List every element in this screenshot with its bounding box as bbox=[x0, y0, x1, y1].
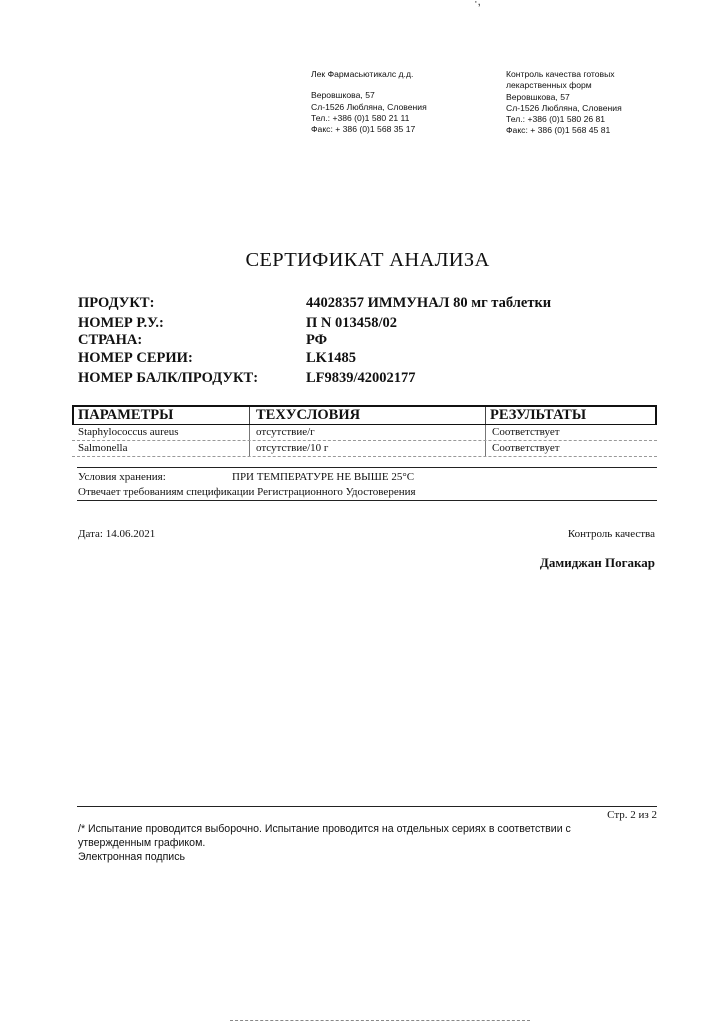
cell-result: Соответствует bbox=[492, 442, 560, 454]
field-value-batch: LK1485 bbox=[306, 350, 356, 366]
field-value-product: 44028357 ИММУНАЛ 80 мг таблетки bbox=[306, 295, 552, 311]
table-header bbox=[72, 405, 657, 425]
storage-divider-top bbox=[77, 467, 657, 468]
results-table bbox=[72, 405, 657, 457]
cell-result: Соответствует bbox=[492, 426, 560, 438]
footnote-line1: /* Испытание проводится выборочно. Испытание проводится на отдельных сериях в соответствии с bbox=[78, 823, 571, 835]
field-label-product: ПРОДУКТ: bbox=[78, 295, 155, 311]
cell-specification: отсутствие/10 г bbox=[256, 442, 329, 454]
qc-address bbox=[506, 69, 622, 137]
scan-edge-artifact bbox=[230, 1020, 530, 1022]
sender-address bbox=[311, 69, 427, 135]
table-row bbox=[72, 425, 657, 441]
field-label-batch: НОМЕР СЕРИИ: bbox=[78, 350, 193, 366]
field-value-country: РФ bbox=[306, 332, 328, 348]
field-label-country: СТРАНА: bbox=[78, 332, 143, 348]
qc-label: Контроль качества bbox=[567, 528, 655, 540]
sender-company: Лек Фармасьютикалс д.д. bbox=[311, 69, 414, 79]
qc-fax: Факс: + 386 (0)1 568 45 81 bbox=[506, 125, 611, 136]
footnote bbox=[78, 822, 658, 864]
sender-street: Веровшкова, 57 bbox=[311, 90, 375, 101]
sender-city: Сл-1526 Любляна, Словения bbox=[311, 101, 427, 112]
footnote-line2: утвержденным графиком. bbox=[78, 837, 206, 849]
document-date: Дата: 14.06.2021 bbox=[78, 528, 156, 540]
document-title: СЕРТИФИКАТ АНАЛИЗА bbox=[245, 249, 490, 271]
qc-street: Веровшкова, 57 bbox=[506, 91, 570, 102]
qc-tel: Тел.: +386 (0)1 580 26 81 bbox=[506, 114, 606, 125]
sender-fax: Факс: + 386 (0)1 568 35 17 bbox=[311, 124, 416, 135]
scan-mark: ·, bbox=[474, 0, 481, 8]
storage-divider-bottom bbox=[77, 500, 657, 501]
footer-divider bbox=[77, 806, 657, 807]
header-results: РЕЗУЛЬТАТЫ bbox=[490, 407, 587, 423]
storage-label: Условия хранения: bbox=[78, 471, 166, 483]
signer-name: Дамиджан Погакар bbox=[539, 555, 655, 570]
table-row bbox=[72, 441, 657, 457]
qc-city: Сл-1526 Любляна, Словения bbox=[506, 102, 622, 113]
qc-name-line1: Контроль качества готовых bbox=[506, 69, 615, 79]
header-parameters: ПАРАМЕТРЫ bbox=[78, 407, 174, 423]
compliance-statement: Отвечает требованиям спецификации Регистрационного Удостоверения bbox=[78, 486, 416, 498]
electronic-signature-note: Электронная подпись bbox=[78, 851, 186, 863]
sender-tel: Тел.: +386 (0)1 580 21 11 bbox=[311, 112, 410, 123]
cell-parameter: Staphylococcus aureus bbox=[78, 426, 179, 438]
field-value-bulk: LF9839/42002177 bbox=[306, 370, 416, 386]
storage-value: ПРИ ТЕМПЕРАТУРЕ НЕ ВЫШЕ 25°C bbox=[232, 471, 415, 483]
header-specifications: ТЕХУСЛОВИЯ bbox=[256, 407, 361, 423]
field-label-registration: НОМЕР Р.У.: bbox=[78, 315, 164, 331]
qc-name-line2: лекарственных форм bbox=[506, 80, 592, 91]
cell-parameter: Salmonella bbox=[78, 442, 128, 454]
page-number: Стр. 2 из 2 bbox=[607, 809, 657, 821]
cell-specification: отсутствие/г bbox=[256, 426, 315, 438]
field-label-bulk: НОМЕР БАЛК/ПРОДУКТ: bbox=[78, 370, 259, 386]
field-value-registration: П N 013458/02 bbox=[306, 315, 398, 331]
